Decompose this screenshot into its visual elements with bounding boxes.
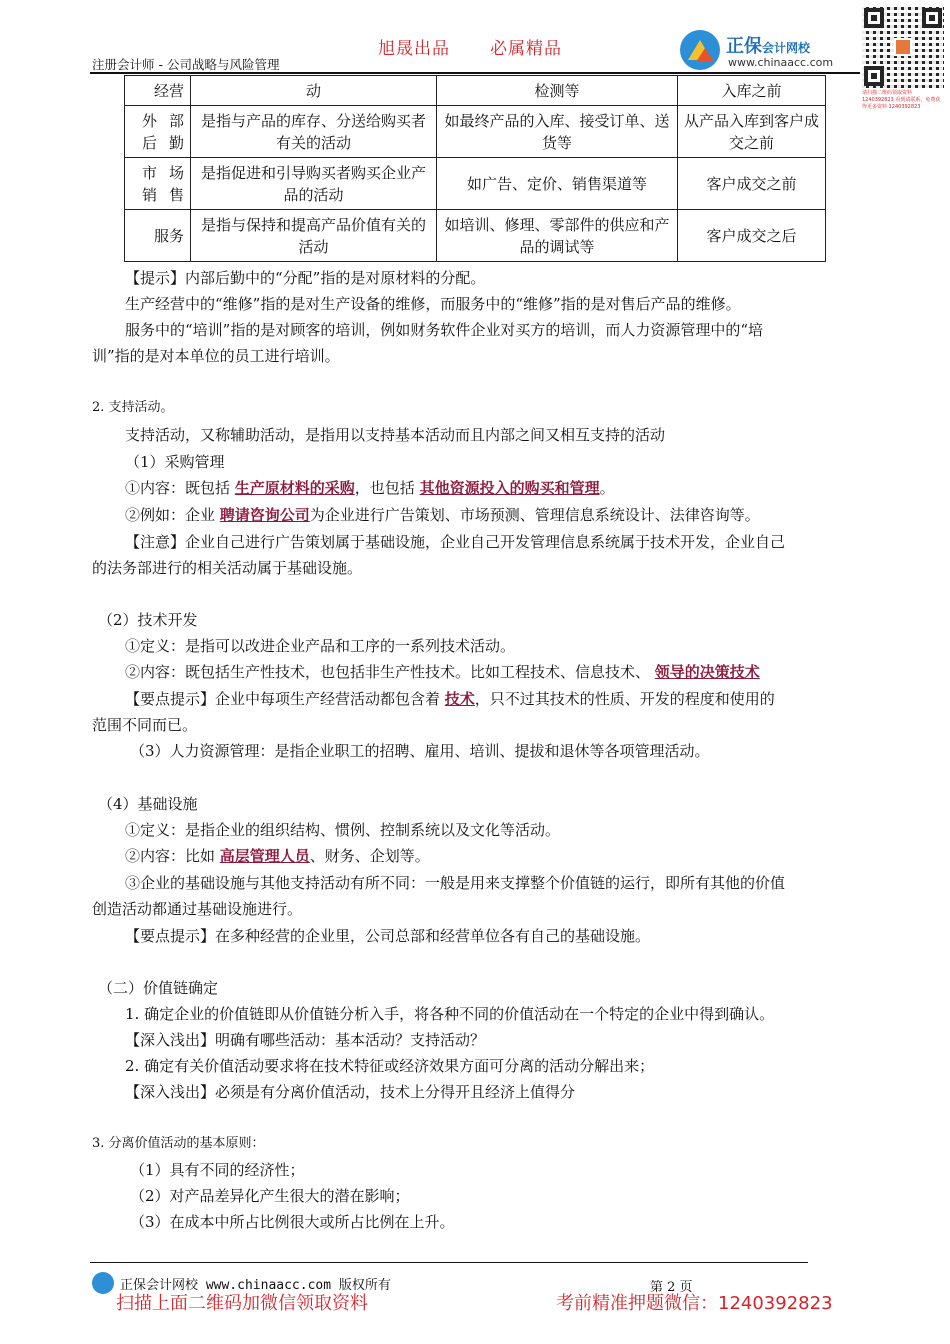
course-title: 注册会计师 - 公司战略与风险管理 [92,57,280,72]
footer-copyright: 正保会计网校 www.chinaacc.com 版权所有 [120,1278,391,1293]
body-line: ③企业的基础设施与其他支持活动有所不同：一般是用来支撑整个价值链的运行，即所有其他的价值 [125,874,786,892]
header-slogan [378,34,602,59]
body-line: ②例如：企业 聘请咨询公司为企业进行广告策划、市场预测、管理信息系统设计、法律咨询等。 [125,506,760,524]
table-cell: 如广告、定价、销售渠道等 [437,158,678,210]
body-line: ①定义：是指企业的组织结构、惯例、控制系统以及文化等活动。 [125,821,561,839]
value-chain-table [124,75,826,262]
table-row [125,106,826,158]
body-line: ①内容：既包括 生产原材料的采购，也包括 其他资源投入的购买和管理。 [125,479,615,497]
footer-logo-icon [92,1272,114,1294]
body-line: 支持活动，又称辅助活动，是指用以支持基本活动而且内部之间又相互支持的活动 [125,426,666,444]
body-line: 训”指的是对本单位的员工进行培训。 [92,347,340,365]
section-heading: 3. 分离价值活动的基本原则： [92,1136,265,1151]
table-cell: 检测等 [437,76,678,106]
note-line: 【注意】企业自己进行广告策划属于基础设施，企业自己开发管理信息系统属于技术开发，企业自己 [125,533,786,551]
tip-line: 【要点提示】企业中每项生产经营活动都包含着 技术，只不过其技术的性质、开发的程度和使用的 [125,690,775,708]
table-cell: 如最终产品的入库、接受订单、送货等 [437,106,678,158]
slogan-right: 必属精品 [490,39,562,59]
body-line: 的法务部进行的相关活动属于基础设施。 [92,559,363,577]
logo-mark-icon [680,30,720,70]
list-item: （2）对产品差异化产生很大的潜在影响； [130,1187,410,1205]
body-line: 1. 确定企业的价值链即从价值链分析入手，将各种不同的价值活动在一个特定的企业中得到确认。 [125,1005,775,1023]
body-line: 【深入浅出】明确有哪些活动：基本活动？支持活动？ [125,1031,486,1049]
qr-code-icon [862,6,944,88]
highlight-term: 聘请咨询公司 [219,506,310,524]
body-line: 范围不同而已。 [92,716,198,734]
body-line: ②内容：既包括生产性技术，也包括非生产性技术。比如工程技术、信息技术、 领导的决策技术 [125,663,760,681]
table-row [125,158,826,210]
logo-url: www.chinaacc.com [728,56,834,69]
table-cell: 服务 [125,210,191,262]
footer-divider [90,1262,808,1263]
highlight-term: 领导的决策技术 [654,663,760,681]
table-row [125,210,826,262]
slogan-left: 旭晟出品 [378,39,450,59]
section-heading: （二）价值链确定 [98,979,219,997]
subheading: （4）基础设施 [98,795,198,813]
body-line: 【深入浅出】必须是有分离价值活动，技术上分得开且经济上值得分 [125,1083,576,1101]
subheading: （2）技术开发 [98,611,198,629]
table-cell: 外部后勤 [125,106,191,158]
highlight-term: 高层管理人员 [219,847,310,865]
table-cell: 市场销售 [125,158,191,210]
table-cell: 是指与保持和提高产品价值有关的活动 [191,210,437,262]
tip-line: 【提示】内部后勤中的“分配”指的是对原材料的分配。 [125,269,486,287]
section-heading: 2. 支持活动。 [92,400,174,415]
table-cell: 是指与产品的库存、分送给购买者有关的活动 [191,106,437,158]
table-cell: 入库之前 [678,76,826,106]
list-item: （1）具有不同的经济性； [130,1161,305,1179]
highlight-term: 技术 [444,690,475,708]
body-line: 服务中的“培训”指的是对顾客的培训，例如财务软件企业对买方的培训，而人力资源管理中的“培 [125,321,764,339]
table-row [125,76,826,106]
table-cell: 动 [191,76,437,106]
subheading: （1）采购管理 [125,453,225,471]
table-cell: 如培训、修理、零部件的供应和产品的调试等 [437,210,678,262]
tip-line: 【要点提示】在多种经营的企业里，公司总部和经营单位各有自己的基础设施。 [125,927,651,945]
highlight-term: 其他资源投入的购买和管理 [419,479,600,497]
body-line: ①定义：是指可以改进企业产品和工序的一系列技术活动。 [125,637,516,655]
footer-promo-left: 扫描上面二维码加微信领取资料 [116,1293,368,1314]
body-line: 2. 确定有关价值活动要求将在技术特征或经济效果方面可分离的活动分解出来； [125,1057,655,1075]
table-cell: 从产品入库到客户成交之前 [678,106,826,158]
page-number: 第 2 页 [650,1280,693,1295]
qr-center-badge [894,38,912,56]
qr-caption: 请扫描二维码领取资料 1240392823 看到请联系，免费获得更多资料 1240392823 [862,90,941,110]
table-cell: 是指促进和引导购买者购买企业产品的活动 [191,158,437,210]
body-line: ②内容：比如 高层管理人员、财务、企划等。 [125,847,430,865]
list-item: （3）在成本中所占比例很大或所占比例在上升。 [130,1213,455,1231]
footer-promo-right: 考前精准押题微信：1240392823 [556,1293,833,1314]
subheading: （3）人力资源管理：是指企业职工的招聘、雇用、培训、提拔和退休等各项管理活动。 [130,742,710,760]
table-cell: 客户成交之前 [678,158,826,210]
highlight-term: 生产原材料的采购 [234,479,355,497]
chinaacc-logo [680,28,860,74]
body-line: 创造活动都通过基础设施进行。 [92,900,303,918]
table-cell: 客户成交之后 [678,210,826,262]
table-cell: 经营 [125,76,191,106]
body-line: 生产经营中的“维修”指的是对生产设备的维修，而服务中的“维修”指的是对售后产品的维修。 [125,295,741,313]
logo-name: 正保会计网校 [726,36,811,57]
